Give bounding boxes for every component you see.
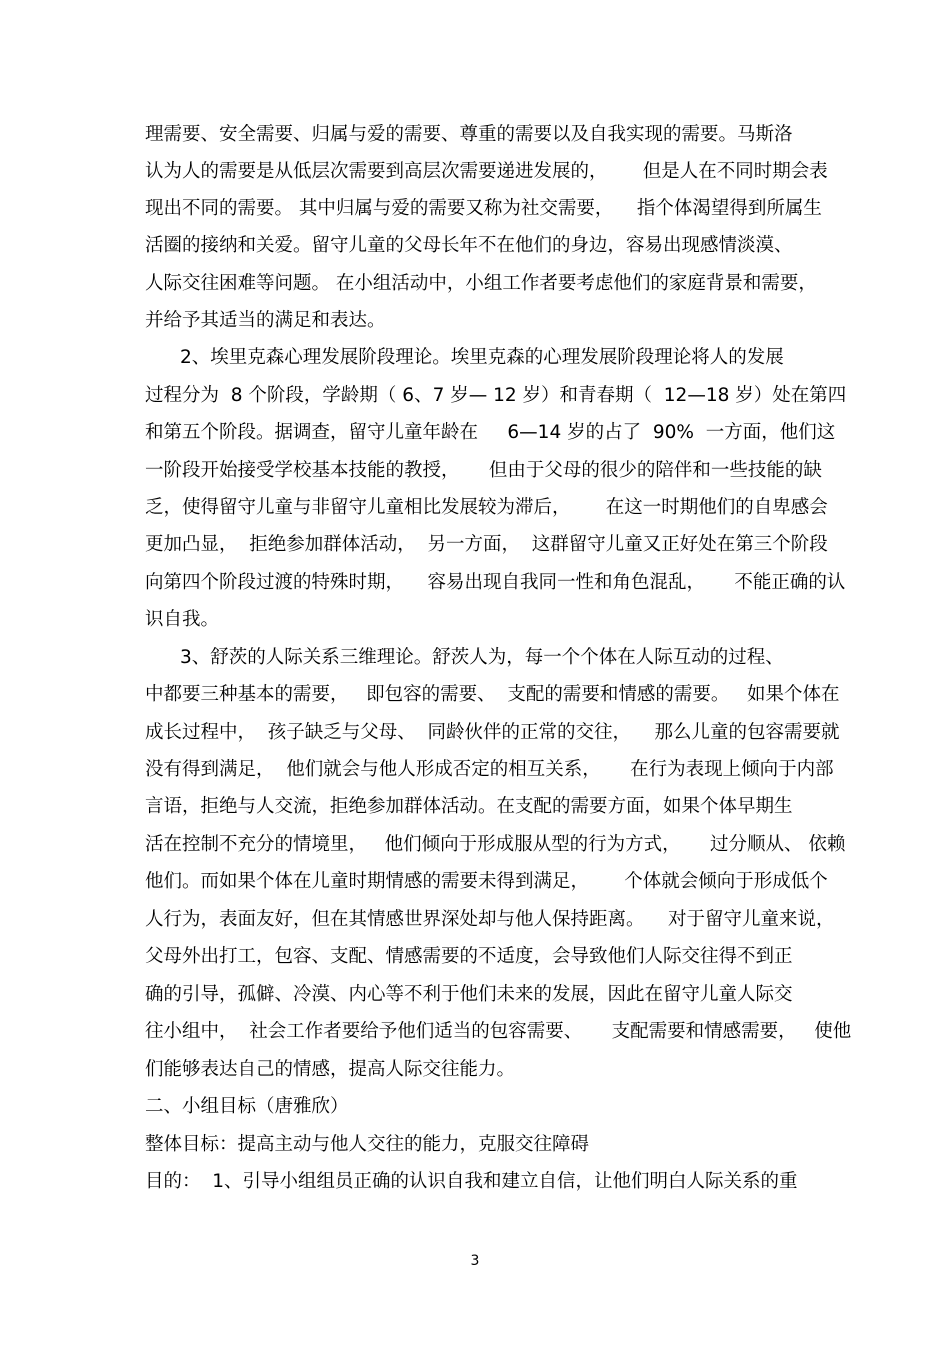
text-line: 乏，使得留守儿童与非留守儿童相比发展较为滞后， 在这一时期他们的自卑感会	[145, 497, 828, 518]
text-line: 整体目标：提高主动与他人交往的能力，克服交往障碍	[145, 1134, 590, 1155]
text-line: 言语，拒绝与人交流，拒绝参加群体活动。在支配的需要方面，如果个体早期生	[145, 796, 793, 817]
section-heading: 二、小组目标（唐雅欣）	[145, 1096, 349, 1117]
text-line: 他们。而如果个体在儿童时期情感的需要未得到满足， 个体就会倾向于形成低个	[145, 871, 828, 892]
text-line: 父母外出打工，包容、支配、情感需要的不适度，会导致他们人际交往得不到正	[145, 946, 793, 967]
text-line: 现出不同的需要。 其中归属与爱的需要又称为社交需要， 指个体渴望得到所属生	[145, 198, 822, 219]
text-line: 目的： 1、引导小组组员正确的认识自我和建立自信，让他们明白人际关系的重	[145, 1171, 798, 1192]
text-line: 过程分为 8 个阶段，学龄期（ 6、7 岁— 12 岁）和青春期（ 12—18 岁）处在第四	[145, 385, 847, 406]
text-line: 并给予其适当的满足和表达。	[145, 310, 386, 331]
paragraph-heading-line: 2、埃里克森心理发展阶段理论。埃里克森的心理发展阶段理论将人的发展	[180, 347, 784, 368]
text-line: 活圈的接纳和关爱。留守儿童的父母长年不在他们的身边，容易出现感情淡漠、	[145, 235, 793, 256]
text-line: 一阶段开始接受学校基本技能的教授， 但由于父母的很少的陪伴和一些技能的缺	[145, 460, 822, 481]
text-line: 更加凸显， 拒绝参加群体活动， 另一方面， 这群留守儿童又正好处在第三个阶段	[145, 534, 828, 555]
text-line: 认为人的需要是从低层次需要到高层次需要递进发展的， 但是人在不同时期会表	[145, 161, 828, 182]
text-line: 没有得到满足， 他们就会与他人形成否定的相互关系， 在行为表现上倾向于内部	[145, 759, 834, 780]
page-number: 3	[470, 1253, 480, 1269]
text-line: 和第五个阶段。据调查，留守儿童年龄在 6—14 岁的占了 90% 一方面，他们这	[145, 422, 836, 443]
paragraph-heading-line: 3、舒茨的人际关系三维理论。舒茨人为，每一个个体在人际互动的过程、	[180, 647, 784, 668]
text-line: 成长过程中， 孩子缺乏与父母、 同龄伙伴的正常的交往， 那么儿童的包容需要就	[145, 722, 840, 743]
text-line: 人行为，表面友好，但在其情感世界深处却与他人保持距离。 对于留守儿童来说，	[145, 909, 835, 930]
text-line: 识自我。	[145, 609, 220, 630]
text-line: 往小组中， 社会工作者要给予他们适当的包容需要、 支配需要和情感需要， 使他	[145, 1021, 852, 1042]
text-line: 向第四个阶段过渡的特殊时期， 容易出现自我同一性和角色混乱， 不能正确的认	[145, 572, 846, 593]
text-line: 活在控制不充分的情境里， 他们倾向于形成服从型的行为方式， 过分顺从、 依赖	[145, 834, 846, 855]
text-line: 理需要、安全需要、归属与爱的需要、尊重的需要以及自我实现的需要。马斯洛	[145, 124, 793, 145]
text-line: 确的引导，孤僻、冷漠、内心等不利于他们未来的发展，因此在留守儿童人际交	[145, 984, 793, 1005]
text-line: 们能够表达自己的情感，提高人际交往能力。	[145, 1059, 516, 1080]
text-line: 人际交往困难等问题。 在小组活动中，小组工作者要考虑他们的家庭背景和需要，	[145, 273, 817, 294]
text-line: 中都要三种基本的需要， 即包容的需要、 支配的需要和情感的需要。 如果个体在	[145, 684, 840, 705]
